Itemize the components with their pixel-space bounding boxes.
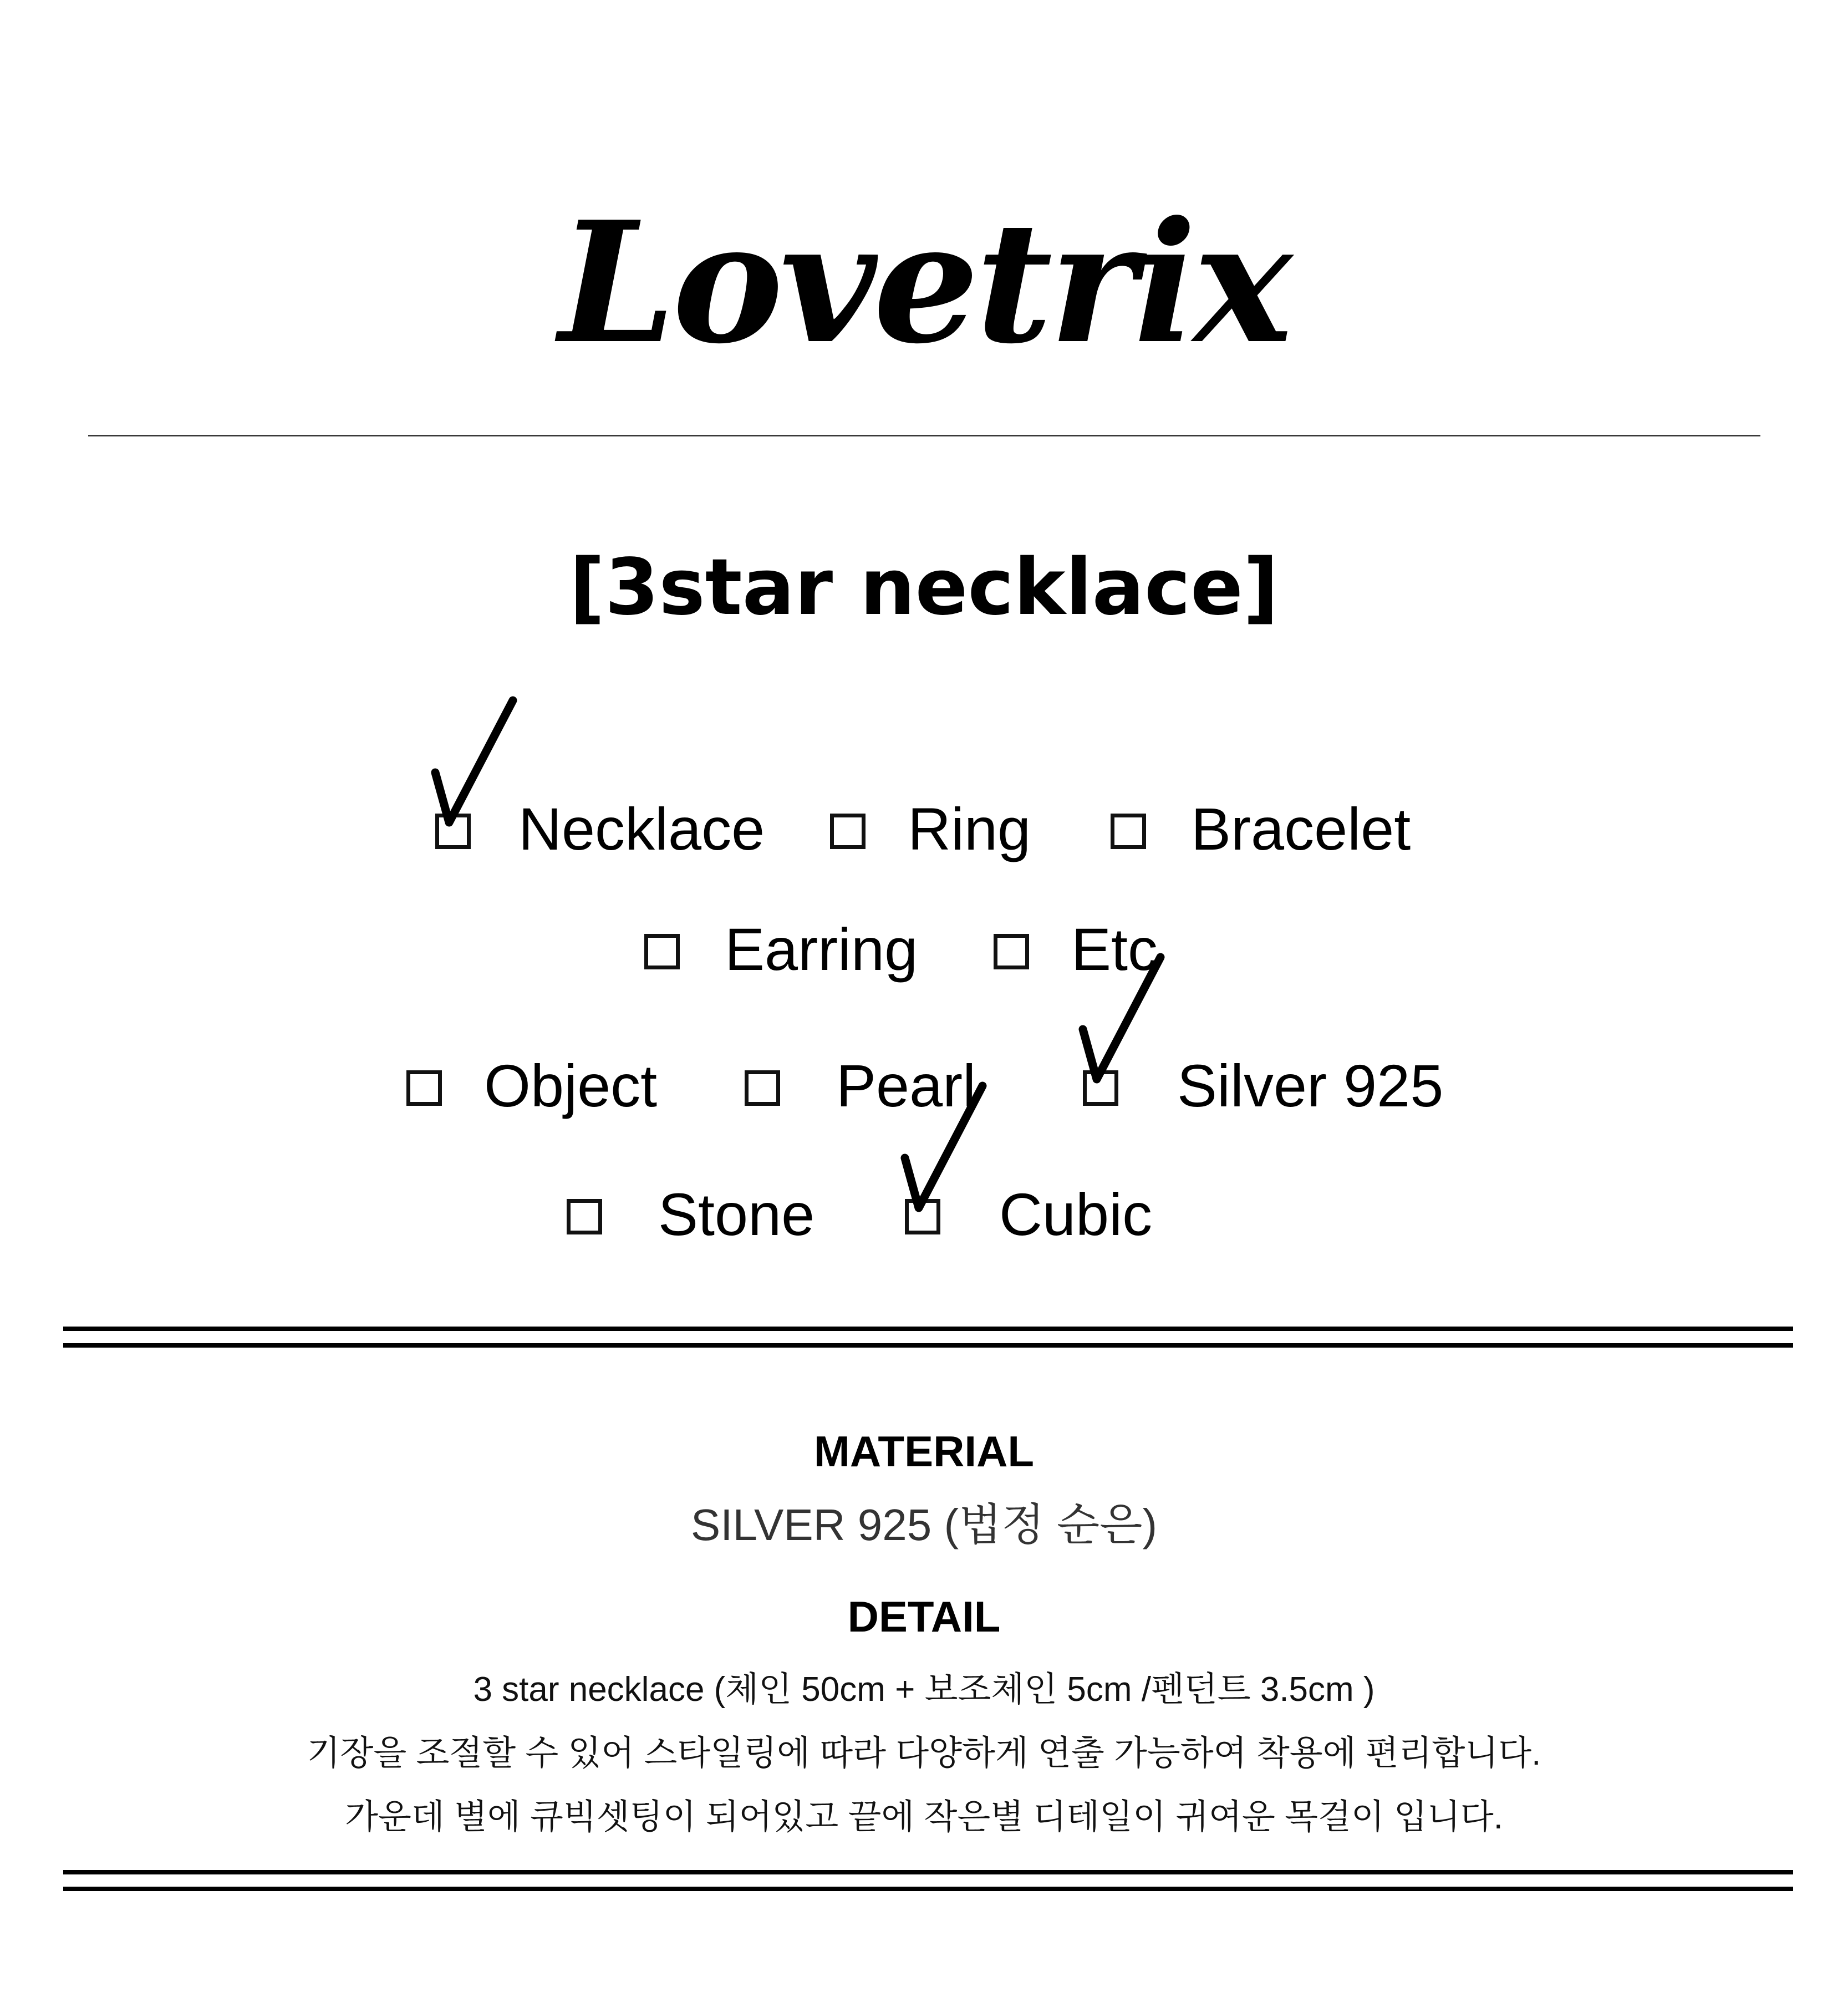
checkbox[interactable] [1111, 814, 1146, 849]
option-label: Etc [1071, 916, 1158, 983]
section-divider-top [63, 1327, 1793, 1348]
detail-line: 가운데 별에 큐빅셋팅이 되어있고 끝에 작은별 디테일이 귀여운 목걸이 입니다. [345, 1798, 1503, 1836]
option-label: Earring [725, 916, 918, 983]
brand-logo: Lovetrix [558, 185, 1290, 380]
checkbox[interactable] [994, 934, 1029, 969]
option-label: Necklace [518, 795, 765, 862]
product-title: [3star necklace] [569, 542, 1279, 633]
material-heading: MATERIAL [813, 1427, 1035, 1476]
detail-line: 기장을 조절할 수 있어 스타일링에 따라 다양하게 연출 가능하여 착용에 편리합니다. [307, 1734, 1541, 1772]
option-label: Stone [658, 1181, 815, 1248]
checkmark-icon [1077, 952, 1177, 1096]
option-label: Ring [908, 795, 1031, 862]
option-label: Silver 925 [1177, 1052, 1444, 1119]
checkmark-icon [430, 695, 530, 839]
material-value: SILVER 925 (법정 순은) [690, 1500, 1158, 1549]
option-label: Cubic [999, 1181, 1153, 1248]
checkbox[interactable] [830, 814, 866, 849]
option-label: Bracelet [1191, 795, 1411, 862]
checkbox[interactable] [644, 934, 680, 969]
detail-heading: DETAIL [847, 1592, 1001, 1641]
checkbox[interactable] [745, 1070, 780, 1106]
checkmark-icon [899, 1080, 999, 1224]
option-label: Pearl [836, 1052, 976, 1119]
checkbox[interactable] [567, 1199, 602, 1234]
checkbox[interactable] [406, 1070, 442, 1106]
option-label: Object [484, 1052, 658, 1119]
detail-line: 3 star necklace (체인 50cm + 보조체인 5cm /펜던트 3.5cm ) [473, 1670, 1375, 1709]
header-divider [88, 435, 1760, 436]
section-divider-bottom [63, 1870, 1793, 1891]
